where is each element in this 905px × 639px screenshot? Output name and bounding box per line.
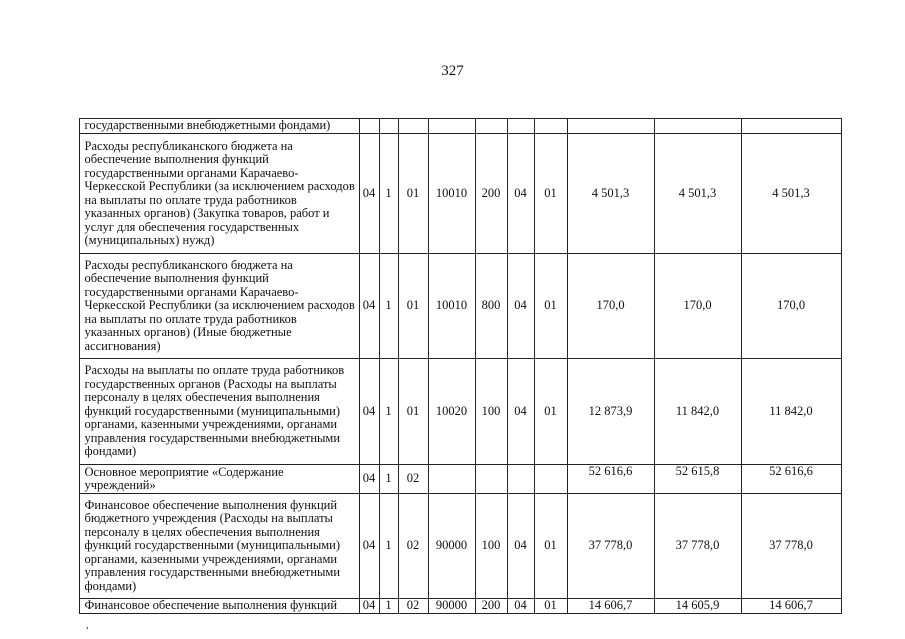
row-name: Расходы республиканского бюджета на обеспечение выполнения функций государственными органами Карачаево-Черкесской Республики (за исключением расходов на выплаты по оплате труда работников указанных органов) (Закупка товаров, работ и услуг для обеспечения государственных (муниципальных) нужд) (79, 134, 359, 254)
row-name: государственными внебюджетными фондами) (79, 119, 359, 134)
row-name: Расходы республиканского бюджета на обеспечение выполнения функций государственными органами Карачаево-Черкесской Республики (за исключением расходов на выплаты по оплате труда работников указанных органов) (Иные бюджетные ассигнования) (79, 254, 359, 359)
table-row: Расходы республиканского бюджета на обеспечение выполнения функций государственными органами Карачаево-Черкесской Республики (за исключением расходов на выплаты по оплате труда работников указанных органов) (Иные бюджетные ассигнования) 04 1 01 10010 800 04 01 170,0 170,0 170,0 (65, 254, 841, 359)
budget-table (65, 118, 842, 614)
table-row: Расходы республиканского бюджета на обеспечение выполнения функций государственными органами Карачаево-Черкесской Республики (за исключением расходов на выплаты по оплате труда работников указанных органов) (Закупка товаров, работ и услуг для обеспечения государственных (муниципальных) нужд) 04 1 01 10010 200 04 01 4 501,3 4 501,3 4 501,3 (65, 134, 841, 254)
table-row: Финансовое обеспечение выполнения функций бюджетного учреждения (Расходы на выплаты персоналу в целях обеспечения выполнения функций государственными (муниципальными) органами, казенными учреждениями, органами управления государственными внебюджетными фондами) 04 1 02 90000 100 04 01 37 778,0 37 778,0 37 778,0 (65, 494, 841, 599)
row-name: Финансовое обеспечение выполнения функций (79, 599, 359, 614)
row-name: Основное мероприятие «Содержание учреждений» (79, 465, 359, 494)
table-row: Финансовое обеспечение выполнения функций 04 1 02 90000 200 04 01 14 606,7 14 605,9 14 606,7 (65, 599, 841, 614)
footer-mark: , (86, 620, 89, 631)
page-number: 327 (441, 63, 464, 79)
row-name: Расходы на выплаты по оплате труда работников государственных органов (Расходы на выплаты персоналу в целях обеспечения выполнения функций государственными (муниципальными) органами, казенными учреждениями, органами управления государственными внебюджетными фондами) (79, 359, 359, 465)
table-row: Расходы на выплаты по оплате труда работников государственных органов (Расходы на выплаты персоналу в целях обеспечения выполнения функций государственными (муниципальными) органами, казенными учреждениями, органами управления государственными внебюджетными фондами) 04 1 01 10020 100 04 01 12 873,9 11 842,0 11 842,0 (65, 359, 841, 465)
table-row: Основное мероприятие «Содержание учреждений» 04 1 02 52 616,6 52 615,8 52 616,6 (65, 465, 841, 494)
table-row (65, 119, 841, 134)
row-name: Финансовое обеспечение выполнения функций бюджетного учреждения (Расходы на выплаты персоналу в целях обеспечения выполнения функций государственными (муниципальными) органами, казенными учреждениями, органами управления государственными внебюджетными фондами) (79, 494, 359, 599)
